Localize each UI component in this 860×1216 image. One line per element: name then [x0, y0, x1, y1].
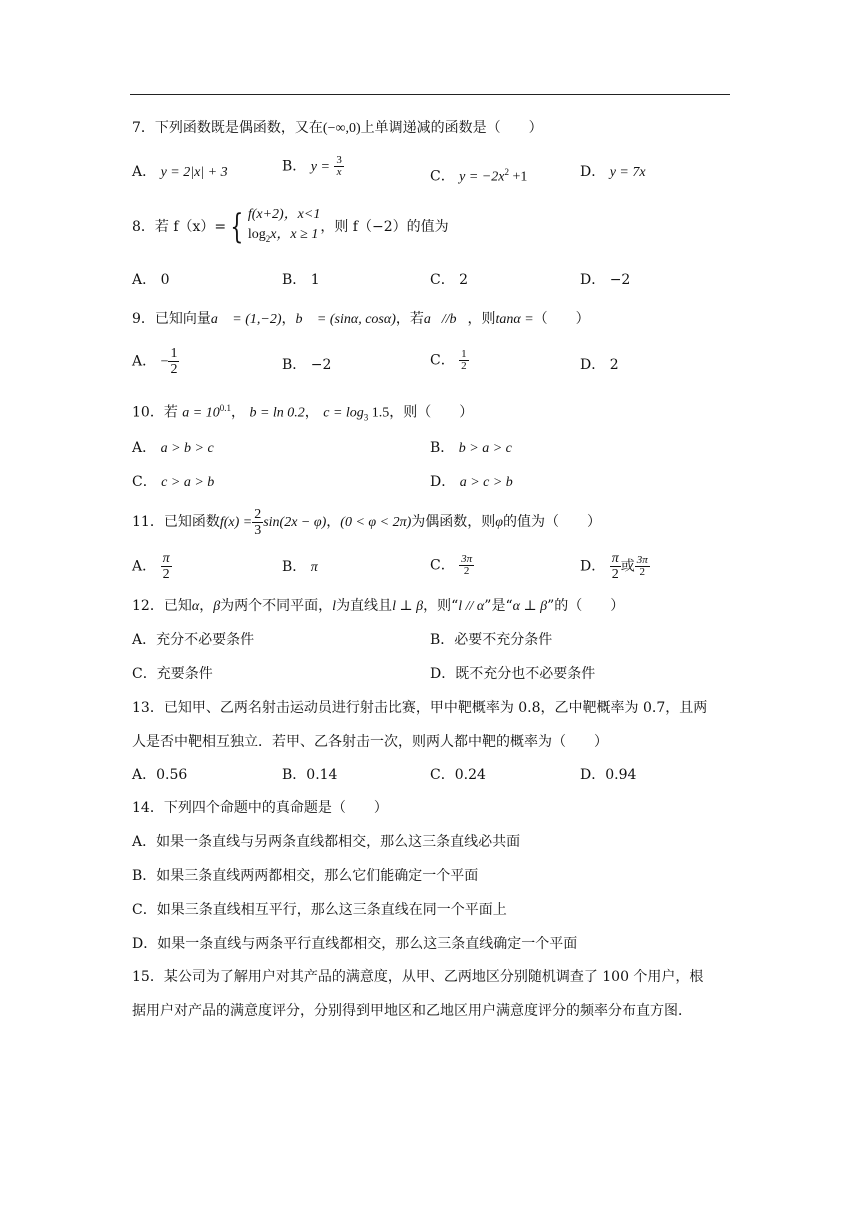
question-9-option-c [430, 349, 469, 372]
phi-range: (0 < φ < 2π) [340, 515, 412, 530]
exponent: 0.1 [219, 403, 231, 413]
question-13-option-b: B．0.14 [282, 767, 338, 783]
fraction-denominator: 2 [170, 362, 178, 377]
question-12-text-b: 为两个不同平面， [220, 598, 333, 614]
question-10-option-d [430, 472, 513, 493]
exponent: 2 [504, 167, 509, 177]
function-rhs: sin(2x − φ) [263, 515, 327, 530]
function-lhs: f(x) = [219, 515, 253, 530]
case-2-base: 2 [265, 233, 271, 244]
question-11-text-b: 为偶函数，则 [411, 514, 496, 530]
question-12-text-e: ”是“ [484, 598, 513, 614]
option-value: 2 [609, 357, 619, 373]
question-7-text-b: 上单调递减的函数是（ ） [360, 120, 543, 136]
question-12-stem [132, 596, 624, 617]
option-label: C． [430, 557, 455, 574]
question-12-text-a: 12．已知 [132, 598, 192, 614]
line-symbol: l [332, 599, 337, 614]
question-13-line-2: 人是否中靶相互独立．若甲、乙各射击一次，则两人都中靶的概率为（ ） [132, 734, 608, 750]
fraction [334, 155, 344, 178]
option-formula: c > a > b [161, 475, 215, 490]
option-label: B． [282, 158, 307, 175]
question-14-option-b: B．如果三条直线两两都相交，那么它们能确定一个平面 [132, 868, 479, 884]
option-label: D． [580, 357, 606, 373]
question-8-option-b [282, 270, 320, 290]
fraction [610, 551, 621, 582]
or-word: 或 [620, 558, 635, 575]
case-1: f(x+2)，x<1 [247, 207, 321, 222]
question-7-option-b [282, 155, 344, 178]
option-label: C． [132, 474, 157, 490]
fraction [459, 349, 469, 372]
fraction-numerator: 1 [170, 346, 178, 361]
question-9-option-b [282, 355, 331, 375]
question-15-line-1: 15．某公司为了解用户对其产品的满意度，从甲、乙两地区分别随机调查了 100 个用户，根 [132, 969, 704, 985]
option-label: B． [282, 357, 307, 373]
option-formula: y = 2|x| + 3 [160, 165, 228, 180]
fraction-numerator: 3 [336, 154, 342, 166]
option-formula: a > b > c [160, 441, 214, 456]
question-12-option-d: D．既不充分也不必要条件 [430, 666, 596, 682]
piecewise-cases [248, 205, 321, 249]
fraction-numerator: π [611, 551, 619, 566]
fraction [161, 551, 172, 582]
option-label: A． [132, 440, 157, 456]
question-8-text-a: 8．若 f（x）= [132, 218, 227, 235]
option-formula: y = [310, 159, 330, 175]
option-label: B． [430, 440, 455, 456]
question-8-option-c [430, 270, 468, 290]
question-11-text-a: 11．已知函数 [132, 514, 220, 530]
fraction-denominator: 2 [162, 567, 170, 582]
question-9-text-d: （ ） [533, 311, 590, 327]
option-label: C． [430, 272, 455, 288]
option-label: D． [580, 164, 606, 180]
c-definition: c = log [323, 405, 364, 421]
question-12-text-f: ”的（ ） [547, 598, 625, 614]
question-9-text-a: 9．已知向量 [132, 311, 211, 327]
question-7-option-c [430, 162, 527, 188]
phi-symbol: φ [495, 515, 504, 530]
fraction-numerator: 2 [254, 506, 262, 522]
question-11-option-a [132, 551, 172, 582]
question-7-text-a: 7．下列函数既是偶函数，又在 [132, 120, 323, 136]
question-11-option-c [430, 554, 474, 577]
option-label: A． [132, 272, 157, 288]
case-2-log: log [247, 227, 266, 242]
option-label: B． [282, 559, 307, 575]
log-base: 3 [363, 412, 369, 423]
option-formula-tail: +1 [509, 169, 528, 185]
question-9-option-d [580, 355, 619, 375]
option-label: A． [132, 558, 157, 575]
question-9-text-b: ，若 [395, 311, 424, 327]
question-15-line-2: 据用户对产品的满意度评分，分别得到甲地区和乙地区用户满意度评分的频率分布直方图． [132, 1003, 692, 1019]
question-10-text-b: ，则（ ） [389, 404, 474, 421]
question-8-stem [132, 205, 449, 249]
question-8-text-b: ，则 f（−2）的值为 [320, 218, 449, 235]
parallel-condition: a⃗//b⃗ [423, 312, 468, 327]
question-11-stem: 11．已知函数f(x) = $\frac{2}{3}$ sin(2x − φ)，(0 < φ < 2π)为偶函数，则φ的值为（ ） [132, 506, 602, 538]
question-14-option-d: D．如果一条直线与两条平行直线都相交，那么这三条直线确定一个平面 [132, 936, 578, 952]
fraction [252, 507, 263, 538]
question-10-option-a [132, 438, 214, 459]
question-13-line-1: 13．已知甲、乙两名射击运动员进行射击比赛，甲中靶概率为 0.8，乙中靶概率为 0.7，且两 [132, 700, 708, 716]
perpendicular-condition: l ⊥ β [392, 599, 424, 614]
fraction-denominator: 2 [461, 360, 467, 372]
question-9-option-a [132, 346, 179, 377]
fraction [459, 554, 474, 577]
case-2 [248, 225, 321, 249]
option-formula: y = −2x [459, 169, 505, 185]
separator: ， [199, 598, 214, 614]
option-value: π [310, 560, 318, 575]
minus-sign: − [160, 354, 169, 370]
a-definition: a = 10 [182, 405, 220, 421]
question-7-option-d [580, 162, 646, 183]
tan-expression: tanα = [495, 312, 534, 327]
fraction-denominator: 3 [254, 522, 262, 538]
question-12-option-b: B．必要不充分条件 [430, 632, 553, 648]
vector-b: b⃗ = (sinα, cosα) [295, 312, 396, 327]
question-10-stem: 10．若 $a = 10^{0.1}$， b = ln 0.2， $c = \log_3 1.5$，则（ ） [132, 403, 474, 423]
question-12-option-c: C．充要条件 [132, 666, 213, 682]
question-10-text-a: 10．若 [132, 404, 178, 421]
fraction [635, 555, 650, 578]
question-12-text-c: 为直线且 [336, 598, 393, 614]
header-rule [130, 94, 730, 95]
question-7-interval: (−∞,0) [322, 121, 361, 136]
question-7-option-a [132, 162, 228, 183]
question-13-option-a: A．0.56 [132, 767, 188, 783]
option-label: D． [580, 272, 606, 288]
option-value: 2 [459, 272, 469, 288]
option-value: −2 [310, 357, 332, 373]
question-11-text-c: 的值为（ ） [503, 514, 602, 530]
question-9-text-c: ，则 [467, 311, 496, 327]
fraction-numerator: 1 [461, 348, 467, 360]
question-13-option-d: D．0.94 [580, 767, 637, 783]
question-8-option-d [580, 270, 630, 290]
separator: ， [281, 311, 296, 327]
question-12-text-d: ，则“ [423, 598, 459, 614]
question-10-option-c [132, 472, 214, 493]
case-2-body: x，x ≥ 1 [270, 227, 319, 242]
c-argument: 1.5 [368, 405, 390, 421]
question-11-option-d [580, 551, 650, 582]
question-14-stem: 14．下列四个命题中的真命题是（ ） [132, 800, 388, 816]
question-9-stem [132, 309, 590, 330]
option-label: C． [430, 168, 455, 185]
option-value: 1 [310, 272, 320, 288]
option-label: C． [430, 352, 455, 369]
b-definition: b = ln 0.2 [249, 405, 305, 421]
parallel-condition: l // α [458, 599, 485, 614]
question-8-option-a [132, 270, 170, 290]
fraction-numerator: 3π [461, 553, 473, 565]
question-14-option-a: A．如果一条直线与另两条直线都相交，那么这三条直线必共面 [132, 834, 521, 850]
plane-perpendicular-condition: α ⊥ β [512, 599, 548, 614]
beta-symbol: β [213, 599, 221, 614]
question-7-stem [132, 118, 543, 139]
fraction [168, 346, 179, 377]
option-formula: b > a > c [458, 441, 512, 456]
fraction-numerator: π [162, 551, 170, 566]
question-11-option-b [282, 557, 318, 578]
fraction-numerator: 3π [636, 554, 648, 566]
vector-a: a⃗ = (1,−2) [210, 312, 282, 327]
option-formula: a > c > b [459, 475, 513, 490]
question-12-option-a: A．充分不必要条件 [132, 632, 255, 648]
option-label: B． [282, 272, 307, 288]
left-brace: { [230, 206, 244, 247]
fraction-denominator: 2 [611, 567, 619, 582]
fraction-denominator: 2 [463, 565, 470, 577]
alpha-symbol: α [191, 599, 200, 614]
option-value: 0 [160, 272, 170, 288]
question-10-option-b [430, 438, 512, 459]
question-13-option-c: C．0.24 [430, 767, 486, 783]
option-label: A． [132, 353, 157, 370]
option-label: D． [430, 474, 456, 490]
option-label: D． [580, 558, 606, 575]
option-value: −2 [609, 272, 631, 288]
fraction-denominator: 2 [639, 566, 645, 578]
option-formula: y = 7x [609, 165, 646, 180]
question-14-option-c: C．如果三条直线相互平行，那么这三条直线在同一个平面上 [132, 902, 507, 918]
fraction-denominator: x [336, 166, 342, 178]
option-label: A． [132, 164, 157, 180]
